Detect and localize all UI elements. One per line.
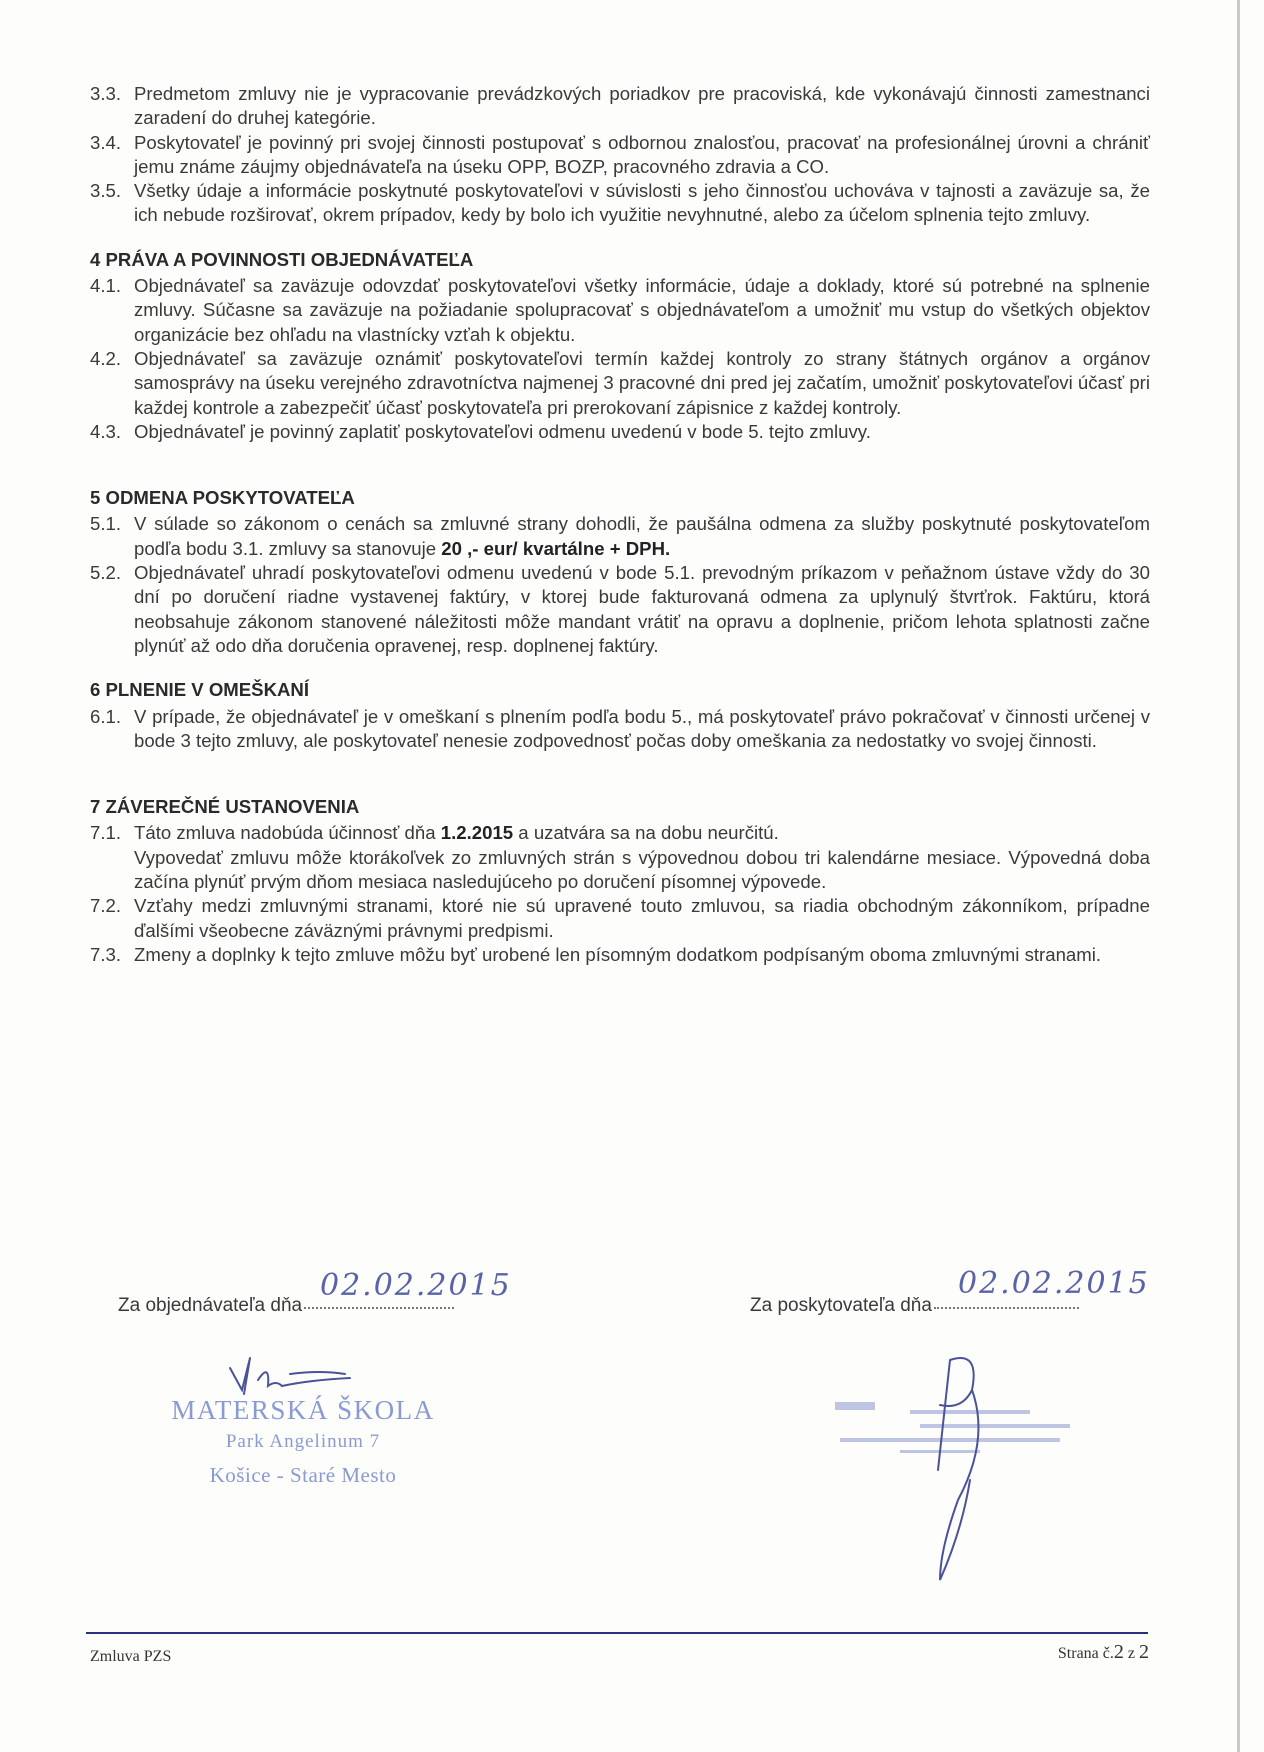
clause-5-2	[90, 561, 1150, 658]
clause-3-4	[90, 131, 1150, 180]
clause-number: 7.1.	[90, 822, 122, 844]
stamp-line-1: MATERSKÁ ŠKOLA	[171, 1395, 435, 1425]
clause-text: Objednávateľ je povinný zaplatiť poskytovateľovi odmenu uvedenú v bode 5. tejto zmluvy.	[134, 420, 871, 442]
clause-text: Zmeny a doplnky k tejto zmluve môžu byť urobené len písomným dodatkom podpísaným oboma zmluvnými stranami.	[134, 943, 1102, 965]
clause-text: Vzťahy medzi zmluvnými stranami, ktoré nie sú upravené touto zmluvou, sa riadia obchodným zákonníkom, prípadne ďalšími všeobecne záväznými právnymi predpismi.	[134, 895, 1150, 941]
clause-number: 6.1.	[90, 705, 122, 727]
clause-7-3	[90, 943, 1150, 967]
signature-area	[0, 1266, 1264, 1600]
clause-number: 3.3.	[90, 83, 122, 104]
clause-text-post: a uzatvára sa na dobu neurčitú.	[513, 822, 779, 844]
footer-document-name: Zmluva PZS	[90, 1648, 172, 1665]
clause-7-2	[90, 894, 1150, 943]
effective-date: 1.2.2015	[440, 822, 514, 844]
clause-3-5	[90, 179, 1150, 228]
page-prefix: Strana č.	[1057, 1645, 1114, 1662]
provider-handwritten-date: 02.02.2015	[958, 1266, 1150, 1301]
clause-7-1	[90, 821, 1150, 845]
clause-3-3	[90, 82, 1150, 131]
footer-page-number	[1058, 1640, 1149, 1666]
clause-text	[134, 821, 1150, 845]
clause-text: Všetky údaje a informácie poskytnuté poskytovateľovi v súvislosti s jeho činnosťou uchováva v tajnosti a zaväzuje sa, že ich nebude rozširovať, okrem prípadov, kedy by bolo ich využitie nevyhnutné, alebo za účelom splnenia tejto zmluvy.	[134, 180, 1150, 226]
clause-text: V prípade, že objednávateľ je v omeškaní s plnením podľa bodu 5., má poskytovateľ právo pokračovať v činnosti určenej v bode 3 tejto zmluvy, ale poskytovateľ nenesie zodpovednosť počas doby omeškania za nedostatky vo svojej činnosti.	[134, 705, 1150, 751]
clause-number: 7.3.	[90, 943, 122, 965]
clause-text: Objednávateľ sa zaväzuje odovzdať poskytovateľovi všetky informácie, údaje a doklady, ktoré sú potrebné na splnenie zmluvy. Súčasne sa zaväzuje na požiadanie spolupracovať s objednávateľom a umožniť mu vstup do všetkých objektov organizácie bez ohľadu na vlastnícky vzťah k objektu.	[134, 275, 1150, 345]
clause-text: Poskytovateľ je povinný pri svojej činnosti postupovať s odbornou znalosťou, pracovať na profesionálnej úrovni a chrániť jemu známe záujmy objednávateľa na úseku OPP, BOZP, pracovného zdravia a CO.	[134, 131, 1150, 177]
clause-text: Predmetom zmluvy nie je vypracovanie prevádzkových poriadkov pre pracoviská, kde vykonávajú činnosti zamestnanci zaradení do druhej kategórie.	[134, 83, 1150, 129]
clause-4-3	[90, 420, 1150, 444]
client-stamp	[158, 1395, 448, 1487]
current-page: 2	[1113, 1641, 1124, 1663]
page-separator: z	[1123, 1645, 1139, 1662]
clause-number: 4.3.	[90, 420, 122, 442]
clause-text	[134, 512, 1150, 561]
clause-number: 4.2.	[90, 347, 122, 369]
date-dotted-line	[304, 1307, 454, 1309]
clause-7-1-continuation: Vypovedať zmluvu môže ktorákoľvek zo zmluvných strán s výpovednou dobou tri kalendárne mesiace. Výpovedná doba začína plynúť prvým dňom mesiaca nasledujúceho po doručení písomnej výpovede.	[134, 846, 1150, 893]
stamp-line-2: Park Angelinum 7	[225, 1431, 381, 1453]
client-label-text: Za objednávateľa dňa	[118, 1295, 303, 1316]
clause-text: Objednávateľ uhradí poskytovateľovi odmenu uvedenú v bode 5.1. prevodným príkazom v peňažnom ústave vždy do 30 dní po doručení riadne vystavenej faktúry, v ktorej bude fakturovaná odmena za uplynulý štvrťrok. Faktúru, ktorá neobsahuje zákonom stanovené náležitosti môže mandant vrátiť na opravu a doplnenie, pričom lehota splatnosti začne plynúť až odo dňa doručenia opravenej, resp. doplnenej faktúry.	[134, 562, 1150, 656]
clause-text: Objednávateľ sa zaväzuje oznámiť poskytovateľovi termín každej kontroly zo strany štátnych orgánov a orgánov samosprávy na úseku verejného zdravotníctva najmenej 3 pracovné dni pred jej začatím, umožniť poskytovateľovi účasť pri každej kontrole a zabezpečiť účasť poskytovateľa pri prerokovaní zápisnice z každej kontroly.	[134, 347, 1150, 418]
clause-4-1	[90, 274, 1150, 347]
footer-rule	[86, 1632, 1148, 1634]
clause-text-pre: Táto zmluva nadobúda účinnosť dňa	[134, 822, 441, 844]
clause-number: 3.4.	[90, 131, 122, 153]
document-body	[90, 82, 1150, 967]
provider-signature-graphic	[910, 1350, 1000, 1590]
clause-text-plain: V súlade so zákonom o cenách sa zmluvné strany dohodli, že paušálna odmena za služby poskytnuté poskytovateľom podľa bodu 3.1. zmluvy sa stanovuje	[134, 513, 1150, 559]
date-dotted-line	[934, 1307, 1079, 1309]
client-handwritten-date: 02.02.2015	[320, 1268, 512, 1303]
clause-number: 7.2.	[90, 895, 122, 917]
stamp-line-3: Košice - Staré Mesto	[209, 1462, 397, 1487]
clause-number: 5.1.	[90, 513, 122, 535]
clause-number: 3.5.	[90, 180, 122, 202]
total-pages: 2	[1139, 1641, 1149, 1663]
fee-amount: 20 ,- eur/ kvartálne + DPH.	[441, 537, 671, 559]
section-heading-4: 4 PRÁVA A POVINNOSTI OBJEDNÁVATEĽA	[90, 248, 474, 270]
section-heading-7: 7 ZÁVEREČNÉ USTANOVENIA	[90, 796, 360, 818]
clause-4-2	[90, 347, 1150, 420]
clause-5-1	[90, 512, 1150, 561]
section-heading-5: 5 ODMENA POSKYTOVATEĽA	[90, 487, 355, 509]
clause-number: 5.2.	[90, 562, 122, 584]
section-heading-6: 6 PLNENIE V OMEŠKANÍ	[90, 679, 310, 701]
provider-label-text: Za poskytovateľa dňa	[750, 1295, 932, 1316]
clause-number: 4.1.	[90, 275, 122, 297]
clause-6-1	[90, 705, 1150, 754]
